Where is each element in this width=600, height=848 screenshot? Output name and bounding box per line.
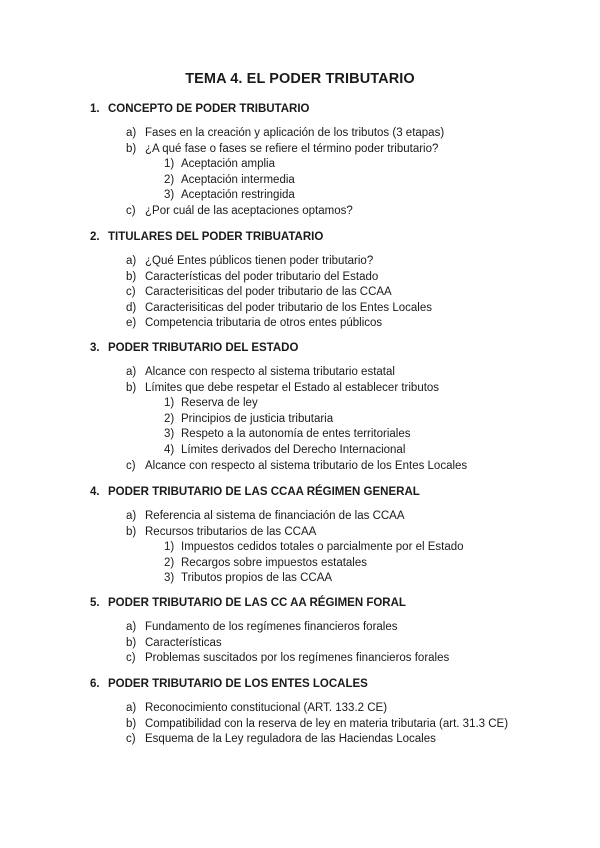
- list-item: [126, 524, 316, 540]
- section-heading: [90, 340, 298, 356]
- sub-list-item: [164, 411, 333, 427]
- list-item-text: Fundamento de los regímenes financieros forales: [145, 621, 398, 633]
- list-item-text: Límites derivados del Derecho Internacional: [181, 444, 406, 456]
- list-item: [126, 300, 432, 316]
- sub-list-item: [164, 539, 464, 555]
- list-marker: c): [126, 205, 136, 217]
- list-item: [126, 508, 405, 524]
- list-item: [126, 315, 382, 331]
- list-item-text: Fases en la creación y aplicación de los tributos (3 etapas): [145, 127, 445, 139]
- list-item-text: Límites que debe respetar el Estado al establecer tributos: [145, 381, 440, 394]
- list-item-text: Reserva de ley: [181, 397, 258, 410]
- section-heading: [90, 484, 420, 500]
- list-marker: c): [126, 459, 136, 472]
- section-heading: [90, 101, 309, 117]
- list-marker: a): [126, 510, 137, 522]
- list-marker: b): [126, 142, 137, 155]
- list-item: [126, 458, 467, 474]
- list-marker: 2): [164, 412, 175, 425]
- section-heading: [90, 595, 406, 611]
- section-title: PODER TRIBUTARIO DE LOS ENTES LOCALES: [108, 678, 368, 690]
- list-item-text: Impuestos cedidos totales o parcialmente por el Estado: [181, 541, 464, 554]
- list-marker: a): [126, 366, 137, 378]
- list-item-text: Aceptación intermedia: [181, 173, 295, 186]
- list-item-text: Recargos sobre impuestos estatales: [181, 556, 368, 569]
- section-number: 2.: [90, 231, 100, 243]
- sub-list-item: [164, 426, 411, 442]
- list-item-text: Aceptación amplia: [181, 158, 275, 171]
- section-heading: [90, 229, 323, 245]
- list-item-text: Caracterisiticas del poder tributario de las CCAA: [145, 286, 392, 299]
- list-item-text: Recursos tributarios de las CCAA: [145, 525, 317, 538]
- list-marker: d): [126, 301, 137, 314]
- list-marker: b): [126, 636, 137, 649]
- list-item: [126, 380, 439, 396]
- list-marker: 3): [164, 572, 175, 585]
- sub-list-item: [164, 156, 275, 172]
- list-item-text: Referencia al sistema de financiación de las CCAA: [145, 510, 405, 522]
- list-item: [126, 141, 438, 157]
- list-item: [126, 253, 373, 269]
- section-number: 5.: [90, 597, 100, 609]
- list-item-text: ¿Por cuál de las aceptaciones optamos?: [145, 205, 353, 217]
- section-number: 4.: [90, 486, 100, 498]
- list-marker: 2): [164, 173, 175, 186]
- list-marker: 1): [164, 158, 175, 171]
- list-item: [126, 619, 398, 635]
- list-marker: 4): [164, 444, 175, 456]
- section-number: 1.: [90, 103, 100, 115]
- list-item-text: Principios de justicia tributaria: [181, 412, 334, 425]
- list-item-text: Problemas suscitados por los regímenes financieros forales: [145, 652, 450, 665]
- list-marker: 1): [164, 397, 175, 410]
- sub-list-item: [164, 555, 367, 571]
- list-item-text: Aceptación restringida: [181, 189, 295, 202]
- list-item: [126, 203, 353, 219]
- list-item-text: Competencia tributaria de otros entes públicos: [145, 317, 383, 330]
- section-number: 3.: [90, 342, 100, 354]
- list-marker: b): [126, 525, 137, 538]
- list-marker: e): [126, 317, 137, 330]
- section-title: PODER TRIBUTARIO DEL ESTADO: [108, 342, 299, 354]
- sub-list-item: [164, 395, 258, 411]
- list-marker: c): [126, 733, 136, 746]
- list-item-text: Reconocimiento constitucional (ART. 133.2 CE): [145, 702, 388, 714]
- list-marker: b): [126, 381, 137, 394]
- list-item-text: Características: [145, 636, 222, 649]
- sub-list-item: [164, 442, 405, 458]
- list-marker: c): [126, 286, 136, 299]
- list-item-text: Alcance con respecto al sistema tributario de los Entes Locales: [145, 459, 468, 472]
- sub-list-item: [164, 172, 295, 188]
- list-item: [126, 284, 392, 300]
- list-item-text: Compatibilidad con la reserva de ley en materia tributaria (art. 31.3 CE): [145, 717, 509, 730]
- list-marker: b): [126, 717, 137, 730]
- section-title: CONCEPTO DE PODER TRIBUTARIO: [108, 103, 310, 115]
- list-marker: 1): [164, 541, 175, 554]
- section-heading: [90, 676, 368, 692]
- section-title: TITULARES DEL PODER TRIBUATARIO: [108, 231, 324, 243]
- list-marker: a): [126, 702, 137, 714]
- list-marker: b): [126, 270, 137, 283]
- list-item-text: Respeto a la autonomía de entes territoriales: [181, 428, 411, 441]
- list-item: [126, 700, 387, 716]
- list-item: [126, 650, 449, 666]
- list-item: [126, 635, 222, 651]
- list-marker: a): [126, 621, 137, 633]
- list-item-text: Alcance con respecto al sistema tributario estatal: [145, 366, 395, 378]
- list-item: [126, 716, 508, 732]
- list-item-text: Características del poder tributario del Estado: [145, 270, 379, 283]
- sub-list-item: [164, 187, 295, 203]
- page-title: TEMA 4. EL PODER TRIBUTARIO: [185, 71, 415, 87]
- list-item-text: Caracterisiticas del poder tributario de los Entes Locales: [145, 301, 433, 314]
- list-item: [126, 364, 395, 380]
- list-item-text: Tributos propios de las CCAA: [181, 572, 333, 585]
- sub-list-item: [164, 570, 332, 586]
- list-marker: c): [126, 652, 136, 665]
- list-item: [126, 125, 444, 141]
- list-marker: a): [126, 127, 137, 139]
- list-marker: 2): [164, 556, 175, 569]
- list-item: [126, 269, 378, 285]
- list-item-text: Esquema de la Ley reguladora de las Haciendas Locales: [145, 733, 436, 746]
- list-marker: a): [126, 255, 137, 267]
- section-number: 6.: [90, 678, 100, 690]
- list-marker: 3): [164, 189, 175, 202]
- list-marker: 3): [164, 428, 175, 441]
- list-item: [126, 731, 436, 747]
- list-item-text: ¿Qué Entes públicos tienen poder tributario?: [145, 255, 374, 267]
- list-item-text: ¿A qué fase o fases se refiere el término poder tributario?: [145, 142, 439, 155]
- section-title: PODER TRIBUTARIO DE LAS CC AA RÉGIMEN FORAL: [108, 597, 406, 609]
- section-title: PODER TRIBUTARIO DE LAS CCAA RÉGIMEN GENERAL: [108, 486, 420, 498]
